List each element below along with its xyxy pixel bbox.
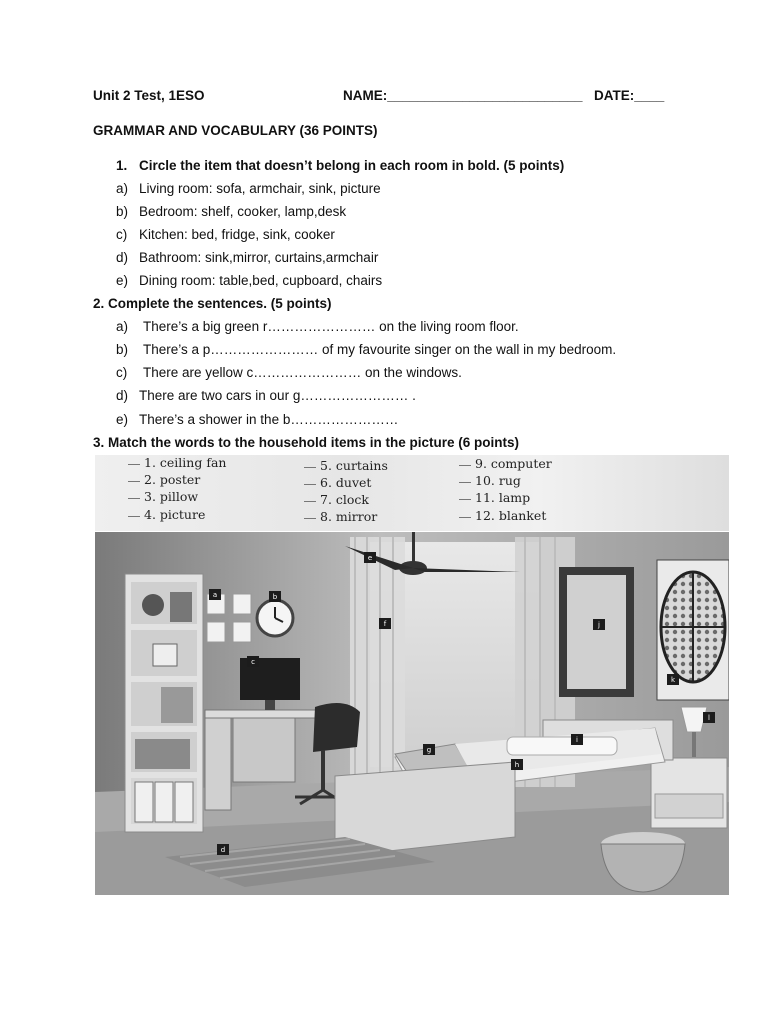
word-item: 8. mirror bbox=[304, 509, 377, 524]
picture-label bbox=[269, 591, 281, 602]
picture-label bbox=[364, 552, 376, 563]
q1-letter: c) bbox=[116, 227, 128, 242]
test-title: Unit 2 Test, 1ESO bbox=[93, 88, 205, 103]
svg-text:g: g bbox=[426, 746, 432, 754]
svg-text:a: a bbox=[212, 591, 218, 599]
section-title: GRAMMAR AND VOCABULARY (36 POINTS) bbox=[93, 123, 378, 138]
svg-text:b: b bbox=[272, 593, 278, 601]
q2-letter: e) bbox=[116, 412, 129, 427]
picture-label bbox=[217, 844, 229, 855]
word-item: 2. poster bbox=[128, 472, 200, 487]
picture-label bbox=[247, 656, 259, 667]
q1-heading: Circle the item that doesn’t belong in each room in bold. (5 points) bbox=[139, 158, 565, 173]
word-item: 5. curtains bbox=[304, 458, 388, 473]
q1-item: Bathroom: sink,mirror, curtains,armchair bbox=[139, 250, 379, 265]
svg-text:e: e bbox=[367, 554, 373, 562]
picture-label bbox=[209, 589, 221, 600]
q1-item: Kitchen: bed, fridge, sink, cooker bbox=[139, 227, 335, 242]
word-item: 10. rug bbox=[459, 473, 521, 488]
svg-text:f: f bbox=[383, 620, 387, 628]
name-field[interactable]: NAME:__________________________ bbox=[343, 88, 583, 103]
svg-text:j: j bbox=[598, 621, 600, 629]
q1-item: Dining room: table,bed, cupboard, chairs bbox=[139, 273, 383, 288]
q2-sentence: There’s a shower in the b…………………… bbox=[139, 412, 399, 427]
q2-letter: c) bbox=[116, 365, 128, 380]
picture-label bbox=[379, 618, 391, 629]
q1-letter: b) bbox=[116, 204, 129, 219]
svg-text:k: k bbox=[670, 676, 676, 684]
picture-label bbox=[593, 619, 605, 630]
q2-sentence: There’s a p…………………… of my favourite singer on the wall in my bedroom. bbox=[143, 342, 617, 357]
word-item: 6. duvet bbox=[304, 475, 371, 490]
date-field[interactable]: DATE:____ bbox=[594, 88, 665, 103]
q1-item: Living room: sofa, armchair, sink, picture bbox=[139, 181, 381, 196]
q1-item: Bedroom: shelf, cooker, lamp,desk bbox=[139, 204, 347, 219]
svg-text:i: i bbox=[576, 736, 578, 744]
q2-letter: d) bbox=[116, 388, 129, 403]
q1-letter: e) bbox=[116, 273, 129, 288]
svg-text:l: l bbox=[708, 714, 710, 722]
q1-letter: d) bbox=[116, 250, 129, 265]
q1-letter: a) bbox=[116, 181, 129, 196]
picture-label bbox=[703, 712, 715, 723]
bedroom-illustration bbox=[95, 532, 729, 895]
word-item: 4. picture bbox=[128, 507, 205, 522]
picture-label bbox=[511, 759, 523, 770]
picture-label bbox=[423, 744, 435, 755]
q2-letter: a) bbox=[116, 319, 129, 334]
svg-text:d: d bbox=[220, 846, 226, 854]
picture-label bbox=[667, 674, 679, 685]
q2-sentence: There’s a big green r…………………… on the living room floor. bbox=[143, 319, 519, 334]
q3-heading: 3. Match the words to the household items in the picture (6 points) bbox=[93, 435, 520, 450]
word-item: 9. computer bbox=[459, 456, 552, 471]
word-item: 12. blanket bbox=[459, 508, 546, 523]
word-item: 7. clock bbox=[304, 492, 369, 507]
picture-label bbox=[571, 734, 583, 745]
word-item: 1. ceiling fan bbox=[128, 455, 226, 470]
q2-sentence: There are two cars in our g…………………… . bbox=[139, 388, 416, 403]
q2-sentence: There are yellow c…………………… on the windows. bbox=[143, 365, 462, 380]
q2-heading: 2. Complete the sentences. (5 points) bbox=[93, 296, 332, 311]
svg-text:h: h bbox=[514, 761, 520, 769]
q1-number: 1. bbox=[116, 158, 128, 173]
word-item: 3. pillow bbox=[128, 489, 198, 504]
svg-text:c: c bbox=[251, 658, 255, 666]
word-item: 11. lamp bbox=[459, 490, 530, 505]
q2-letter: b) bbox=[116, 342, 129, 357]
